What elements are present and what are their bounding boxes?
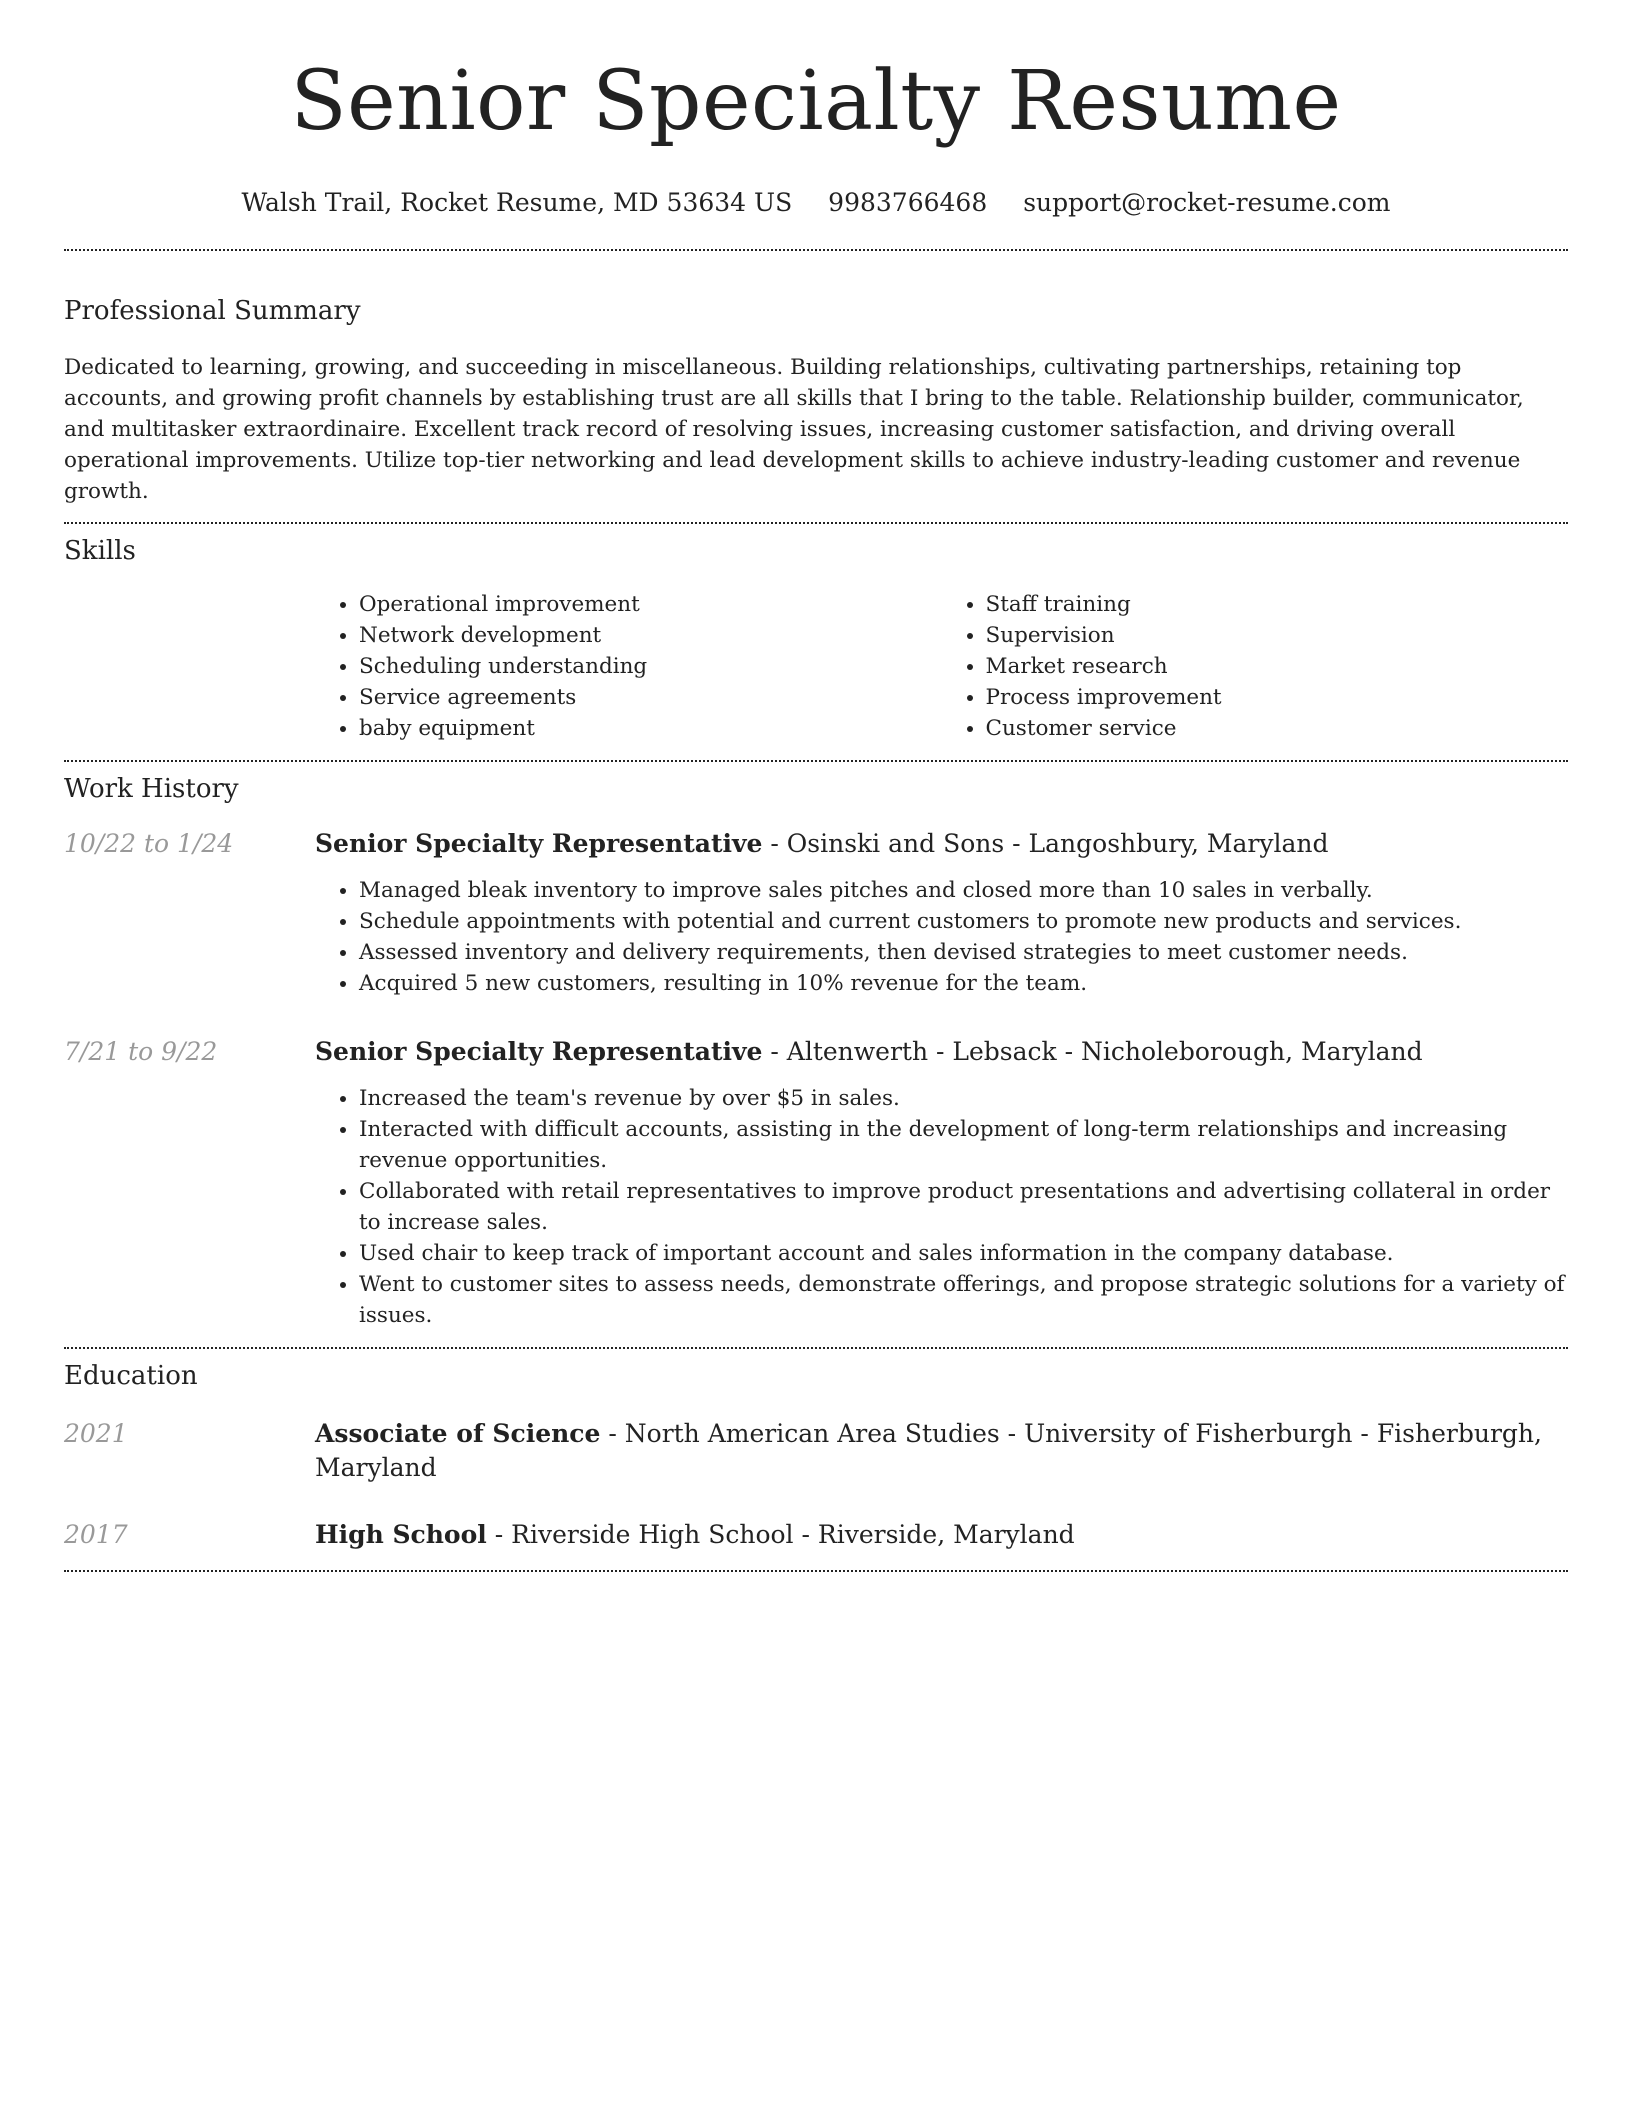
education-heading: Education xyxy=(64,1361,198,1391)
work-section xyxy=(64,762,1568,1331)
skill-item: • Process improvement xyxy=(986,682,1569,713)
skill-item: • Network development xyxy=(359,620,942,651)
skill-item: • Service agreements xyxy=(359,682,942,713)
skills-section xyxy=(64,524,1568,744)
contact-email: support@rocket-resume.com xyxy=(1023,188,1391,217)
work-heading: Work History xyxy=(64,774,239,804)
education-entry xyxy=(64,1417,1568,1485)
job-bullet: • Collaborated with retail representatives to improve product presentations and advertising collateral in order to increase sales. xyxy=(359,1176,1568,1238)
summary-heading: Professional Summary xyxy=(64,296,361,326)
education-entry xyxy=(64,1518,1568,1552)
skills-grid xyxy=(315,589,1568,744)
job-bullet: • Increased the team's revenue by over $5 in sales. xyxy=(359,1083,1568,1114)
skills-heading: Skills xyxy=(64,536,136,566)
job-heading xyxy=(315,827,1568,861)
job-entry xyxy=(64,827,1568,999)
job-role: Senior Specialty Representative xyxy=(315,829,763,858)
skills-list-left xyxy=(315,589,942,744)
job-entry xyxy=(64,1035,1568,1331)
skills-list-right xyxy=(942,589,1569,744)
job-dates: 7/21 to 9/22 xyxy=(64,1037,218,1066)
contact-line xyxy=(64,186,1568,220)
job-company: - Altenwerth - Lebsack - Nicholeborough, Maryland xyxy=(762,1037,1423,1066)
skill-item: • baby equipment xyxy=(359,713,942,744)
job-bullet: • Acquired 5 new customers, resulting in 10% revenue for the team. xyxy=(359,968,1568,999)
job-bullet: • Managed bleak inventory to improve sales pitches and closed more than 10 sales in verbally. xyxy=(359,875,1568,906)
education-degree: Associate of Science xyxy=(315,1419,601,1448)
job-company: - Osinski and Sons - Langoshbury, Maryland xyxy=(762,829,1329,858)
summary-section xyxy=(64,251,1568,507)
job-bullet: • Schedule appointments with potential and current customers to promote new products and services. xyxy=(359,906,1568,937)
job-bullet: • Interacted with difficult accounts, assisting in the development of long-term relationships and increasing revenue opportunities. xyxy=(359,1114,1568,1176)
skill-item: • Market research xyxy=(986,651,1569,682)
summary-text: Dedicated to learning, growing, and succeeding in miscellaneous. Building relationships, cultivating partnerships, retaining top accounts, and growing profit channels by establishing trust are all skills that I bring to the table. Relationship builder, communicator, and multitasker extraordinaire. Excellent track record of resolving issues, increasing customer satisfaction, and driving overall operational improvements. Utilize top-tier networking and lead development skills to achieve industry-leading customer and revenue growth. xyxy=(64,355,1524,504)
job-role: Senior Specialty Representative xyxy=(315,1037,763,1066)
contact-phone: 9983766468 xyxy=(828,188,988,217)
job-heading xyxy=(315,1035,1568,1069)
skill-item: • Staff training xyxy=(986,589,1569,620)
contact-address: Walsh Trail, Rocket Resume, MD 53634 US xyxy=(241,188,793,217)
skill-item: • Scheduling understanding xyxy=(359,651,942,682)
education-degree: High School xyxy=(315,1520,487,1549)
skill-item: • Supervision xyxy=(986,620,1569,651)
divider xyxy=(64,1570,1568,1572)
education-details xyxy=(315,1417,1568,1485)
resume-title: Senior Specialty Resume xyxy=(290,54,1342,149)
education-school: - Riverside High School - Riverside, Maryland xyxy=(486,1520,1075,1549)
job-bullet: • Assessed inventory and delivery requirements, then devised strategies to meet customer needs. xyxy=(359,937,1568,968)
job-body xyxy=(315,827,1568,999)
skill-item: • Operational improvement xyxy=(359,589,942,620)
job-dates: 10/22 to 1/24 xyxy=(64,829,234,858)
education-details xyxy=(315,1518,1075,1552)
job-body xyxy=(315,1035,1568,1331)
education-year: 2021 xyxy=(64,1419,128,1448)
education-section xyxy=(64,1349,1568,1552)
education-year: 2017 xyxy=(64,1520,128,1549)
job-bullet: • Used chair to keep track of important account and sales information in the company database. xyxy=(359,1238,1568,1269)
education-school: - North American Area Studies - University of Fisherburgh - Fisherburgh, Maryland xyxy=(315,1419,1542,1482)
job-bullet: • Went to customer sites to assess needs, demonstrate offerings, and propose strategic solutions for a variety of issues. xyxy=(359,1269,1568,1331)
job-bullets xyxy=(315,875,1568,999)
skill-item: • Customer service xyxy=(986,713,1569,744)
job-bullets xyxy=(315,1083,1568,1331)
